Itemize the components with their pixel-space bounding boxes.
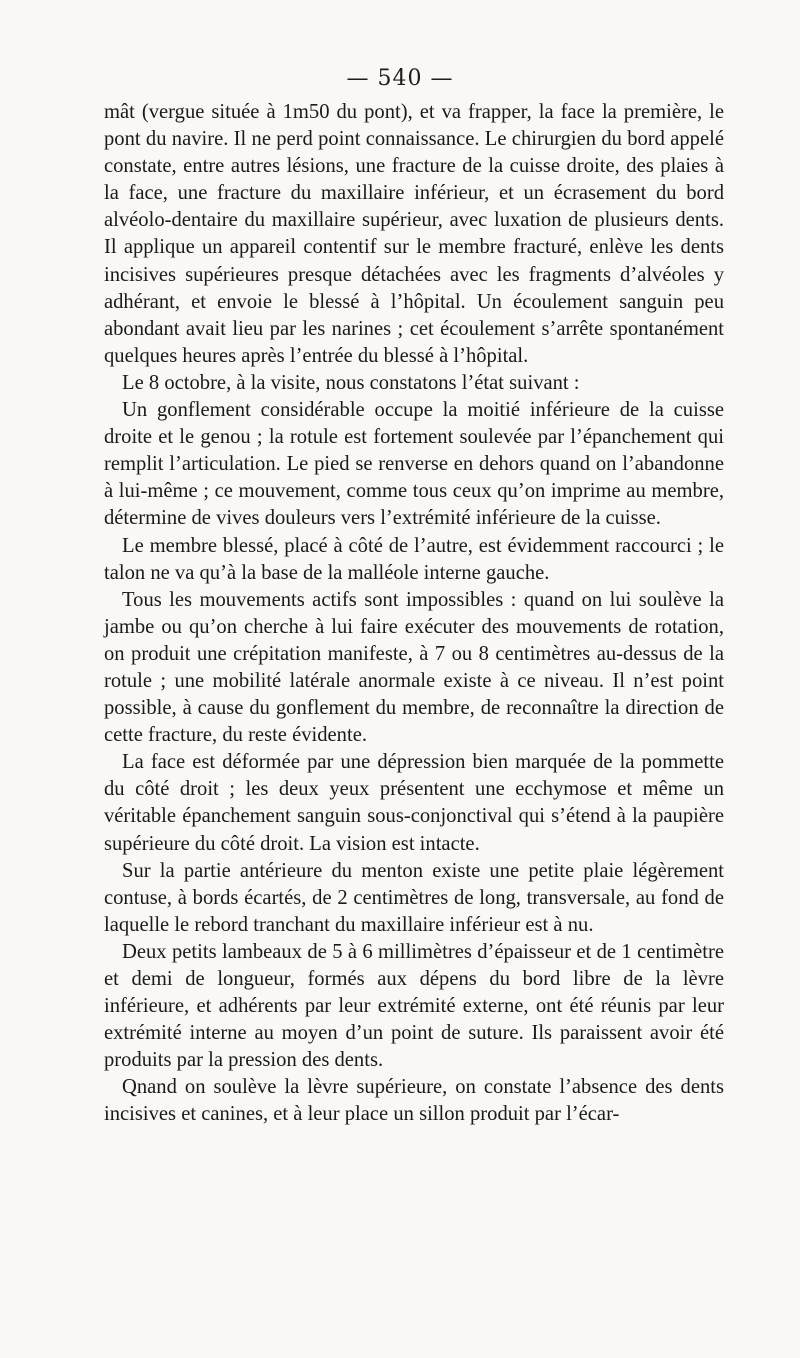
paragraph-9: Qnand on soulève la lèvre supérieure, on constate l’absence des dents incisives et canines, et à leur place un sillon produit par l’écar- xyxy=(104,1076,724,1126)
paragraph-1: mât (vergue située à 1m50 du pont), et va frapper, la face la première, le pont du navire. Il ne perd point connaissance. Le chirurgien du bord appelé constate, entre autres lésions, une fracture de la cuisse droite, des plaies à la face, une fracture du maxillaire inférieur, et un écrasement du bord alvéolo-dentaire du maxillaire supérieur, avec luxation de plusieurs dents. Il applique un appareil contentif sur le membre fracturé, enlève les dents incisives supérieures presque détachées avec les fragments d’alvéoles y adhérant, et envoie le blessé à l’hôpital. Un écoulement sanguin peu abondant avait lieu par les narines ; cet écoulement s’arrête spontanément quelques heures après l’entrée du blessé à l’hôpital. xyxy=(104,101,724,367)
paragraph-6: La face est déformée par une dépression bien marquée de la pommette du côté droit ; les deux yeux présentent une ecchymose et même un véritable épanchement sanguin sous-conjonctival qui s’étend à la paupière supérieure du côté droit. La vision est intacte. xyxy=(104,751,724,855)
paragraph-8: Deux petits lambeaux de 5 à 6 millimètres d’épaisseur et de 1 centimètre et demi de longueur, formés aux dépens du bord libre de la lèvre inférieure, et adhérents par leur extrémité externe, ont été réunis par leur extrémité interne au moyen d’un point de suture. Ils paraissent avoir été produits par la pression des dents. xyxy=(104,940,724,1072)
page-body xyxy=(104,99,724,1129)
paragraph-7: Sur la partie antérieure du menton existe une petite plaie légèrement contuse, à bords écartés, de 2 centimètres de long, transversale, au fond de laquelle le rebord tranchant du maxillaire inférieur est à nu. xyxy=(104,859,724,936)
paragraph-4: Le membre blessé, placé à côté de l’autre, est évidemment raccourci ; le talon ne va qu’à la base de la malléole interne gauche. xyxy=(104,534,724,584)
paragraph-2: Le 8 octobre, à la visite, nous constatons l’état suivant : xyxy=(122,371,580,394)
paragraph-3: Un gonflement considérable occupe la moitié inférieure de la cuisse droite et le genou ; la rotule est fortement soulevée par l’épanchement qui remplit l’articulation. Le pied se renverse en dehors quand on l’abandonne à lui-même ; ce mouvement, comme tous ceux qu’on imprime au membre, détermine de vives douleurs vers l’extrémité inférieure de la cuisse. xyxy=(104,399,724,530)
paragraph-5: Tous les mouvements actifs sont impossibles : quand on lui soulève la jambe ou qu’on cherche à lui faire exécuter des mouvements de rotation, on produit une crépitation manifeste, à 7 ou 8 centimètres au-dessus de la rotule ; une mobilité latérale anormale existe à ce niveau. Il n’est point possible, à cause du gonflement du membre, de reconnaître la direction de cette fracture, du reste évidente. xyxy=(104,588,724,747)
page-number: — 540 — xyxy=(346,66,454,91)
